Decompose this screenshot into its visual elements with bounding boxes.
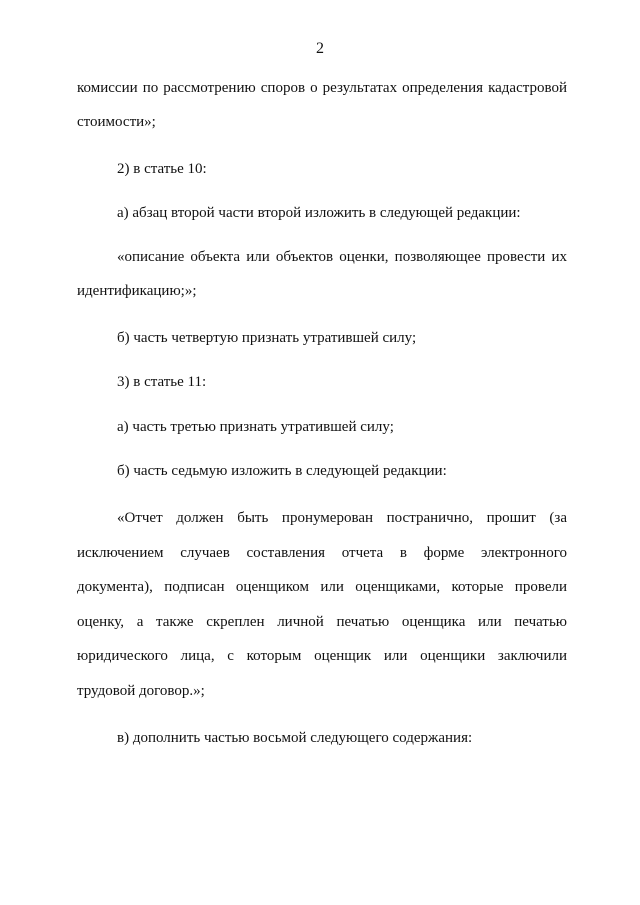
paragraph-line: «Отчет должен быть пронумерован постранично, прошит (за (117, 510, 567, 526)
paragraph-object-description (77, 246, 567, 315)
paragraph-item-b-2: б) часть седьмую изложить в следующей редакции: (117, 463, 447, 479)
paragraph-line: «описание объекта или объектов оценки, позволяющее провести их (117, 249, 567, 265)
paragraph-line: исключением случаев составления отчета в форме электронного (77, 544, 567, 561)
paragraph-line: комиссии по рассмотрению споров о результатах определения кадастровой (77, 80, 567, 96)
paragraph-line: документа), подписан оценщиком или оценщиками, которые провели (77, 579, 567, 595)
paragraph-article-10: 2) в статье 10: (117, 161, 207, 177)
paragraph-item-v: в) дополнить частью восьмой следующего содержания: (117, 730, 473, 746)
paragraph-item-a-2: а) часть третью признать утратившей силу; (117, 419, 394, 435)
paragraph-line: юридического лица, с которым оценщик или оценщики заключили (77, 648, 567, 664)
paragraph-line: стоимости»; (77, 114, 156, 130)
paragraph-line: трудовой договор.»; (77, 682, 205, 699)
paragraph-article-11: 3) в статье 11: (117, 374, 207, 390)
page-number: 2 (316, 40, 324, 57)
paragraph-line: оценку, а также скреплен личной печатью оценщика или печатью (77, 613, 567, 630)
paragraph-commission (77, 77, 567, 146)
paragraph-item-b-1: б) часть четвертую признать утратившей силу; (117, 330, 417, 346)
paragraph-report (77, 507, 567, 714)
paragraph-line: идентификацию;»; (77, 283, 197, 299)
paragraph-item-a-1: а) абзац второй части второй изложить в следующей редакции: (117, 205, 521, 221)
